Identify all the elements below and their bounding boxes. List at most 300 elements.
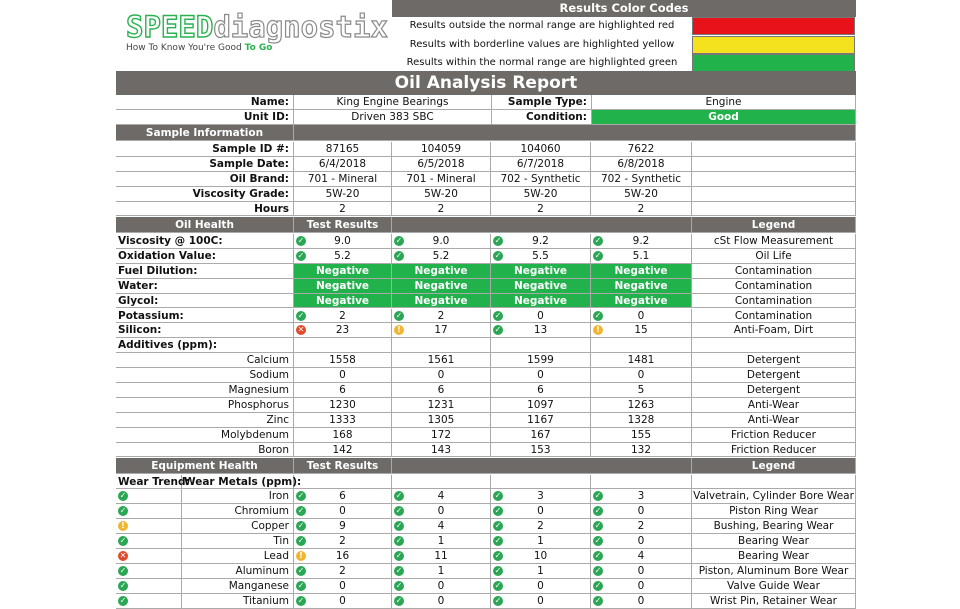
check-icon: ✓ [594, 565, 602, 575]
result-value: 5.2 [432, 249, 450, 262]
wear-metal-result [294, 534, 392, 549]
condition-value: Good [592, 110, 856, 125]
result-value: Negative [513, 279, 568, 292]
wear-metal-legend: Valvetrain, Cylinder Bore Wear [692, 489, 856, 504]
result-value: 3 [637, 490, 645, 503]
oil-legend-header: Legend [692, 217, 856, 233]
name-label: Name: [116, 95, 294, 110]
check-icon: ✓ [297, 580, 305, 590]
check-icon: ✓ [594, 536, 602, 546]
sample-info-empty [692, 142, 856, 157]
sample-info-value: 5W-20 [591, 187, 692, 202]
sample-info-value: 5W-20 [392, 187, 491, 202]
result-value: Negative [513, 264, 568, 277]
additives-label-row [116, 338, 856, 353]
wear-metal-result [392, 504, 491, 519]
oil-health-result [591, 279, 692, 294]
sample-info-value: 87165 [294, 142, 392, 157]
oil-health-result [491, 309, 591, 324]
check-icon: ✓ [395, 521, 403, 531]
wear-metal-result [392, 519, 491, 534]
result-value: 0 [637, 535, 645, 548]
result-value: 16 [335, 550, 350, 562]
additive-legend: Detergent [692, 353, 856, 368]
wear-metal-label: Lead [182, 549, 294, 564]
result-value: Negative [414, 294, 468, 307]
oil-health-row [116, 249, 856, 264]
check-icon: ✓ [594, 551, 602, 560]
result-value: 9 [339, 520, 346, 533]
wear-metal-result [591, 519, 692, 534]
report-unit-row [116, 110, 856, 125]
wear-metal-result [491, 519, 591, 534]
check-icon: ✓ [395, 565, 403, 575]
sample-info-value: 2 [491, 202, 591, 217]
sample-info-value: 104060 [491, 142, 591, 157]
oil-health-result [591, 309, 692, 324]
result-value: 0 [637, 594, 645, 607]
result-value: 0 [537, 579, 544, 592]
sample-info-value: 702 - Synthetic [491, 172, 591, 187]
result-value: Negative [315, 264, 370, 277]
oil-health-result [591, 249, 692, 264]
additive-row [116, 353, 856, 368]
condition-label: Condition: [492, 110, 592, 125]
check-icon: ✓ [494, 595, 502, 605]
additive-value: 1230 [294, 398, 392, 413]
check-icon: ✓ [494, 565, 502, 575]
sample-info-value: 2 [294, 202, 392, 217]
sample-info-value: 5W-20 [491, 187, 591, 202]
wear-metal-result [392, 549, 491, 564]
additive-value: 0 [591, 368, 692, 383]
sample-info-value: 104059 [392, 142, 491, 157]
oil-health-row [116, 279, 856, 294]
x-icon: ✕ [297, 325, 305, 335]
result-value: 2 [437, 309, 445, 322]
check-icon: ✓ [297, 236, 305, 245]
result-value: 2 [339, 535, 346, 548]
additive-value: 1481 [591, 353, 692, 368]
check-icon: ✓ [395, 595, 403, 605]
result-value: 15 [634, 324, 648, 337]
additive-row [116, 428, 856, 443]
check-icon: ✓ [395, 580, 403, 590]
report-name-row [116, 95, 856, 110]
wear-metal-label: Titanium [182, 594, 294, 609]
result-value: 5.1 [632, 249, 650, 262]
wear-metal-legend: Piston, Aluminum Bore Wear [692, 564, 856, 579]
sample-info-value: 6/8/2018 [591, 157, 692, 172]
wear-metal-legend: Bearing Wear [692, 549, 856, 564]
result-value: 2 [637, 520, 645, 533]
equipment-test-results-header: Test Results [294, 458, 392, 474]
result-value: Negative [614, 264, 668, 277]
check-icon: ✓ [297, 565, 305, 575]
additive-value: 0 [491, 368, 591, 383]
oil-health-result [491, 264, 591, 279]
result-value: 1 [537, 535, 544, 548]
sample-info-value: 6/5/2018 [392, 157, 491, 172]
result-value: 13 [533, 324, 548, 337]
wear-metal-result [392, 594, 491, 609]
additive-label: Boron [116, 443, 294, 458]
speed-diagnostix-logo [126, 12, 388, 60]
sample-info-header-row [116, 125, 856, 141]
oil-health-legend: Anti-Foam, Dirt [692, 323, 856, 338]
oil-health-result [294, 294, 392, 309]
oil-health-result [591, 294, 692, 309]
wear-metal-result [294, 594, 392, 609]
oil-health-legend: Oil Life [692, 249, 856, 264]
color-codes-title: Results Color Codes [392, 0, 856, 17]
additive-legend: Detergent [692, 368, 856, 383]
check-icon: ✓ [494, 551, 502, 560]
additive-value: 0 [392, 368, 491, 383]
wear-metal-label: Manganese [182, 579, 294, 594]
additive-value: 1305 [392, 413, 491, 428]
result-value: Negative [414, 279, 468, 292]
wear-trend-cell [116, 489, 182, 504]
oil-health-label: Water: [116, 279, 294, 294]
wear-trend-cell [116, 594, 182, 609]
result-value: 3 [537, 490, 544, 503]
sample-info-value: 2 [392, 202, 491, 217]
wear-metal-row [116, 579, 856, 594]
color-code-swatch [692, 36, 855, 54]
result-value: 6 [339, 490, 346, 503]
result-value: 5.2 [334, 249, 351, 262]
oil-health-result [294, 309, 392, 324]
wear-metal-legend: Piston Ring Wear [692, 504, 856, 519]
sample-info-row [116, 187, 856, 202]
additive-value: 155 [591, 428, 692, 443]
check-icon: ✓ [395, 236, 403, 245]
check-icon: ✓ [297, 536, 305, 546]
result-value: 9.0 [334, 235, 351, 247]
oil-health-result [392, 279, 491, 294]
result-value: 0 [339, 579, 346, 592]
wear-metal-result [392, 534, 491, 549]
result-value: Negative [614, 279, 668, 292]
color-code-row [392, 54, 856, 72]
result-value: 5.5 [532, 249, 549, 262]
color-code-swatch [692, 17, 855, 35]
result-value: 0 [637, 564, 645, 577]
sample-info-value: 2 [591, 202, 692, 217]
warning-icon: ! [118, 521, 128, 531]
oil-health-legend: Contamination [692, 279, 856, 294]
additive-value: 1599 [491, 353, 591, 368]
sample-info-value: 7622 [591, 142, 692, 157]
oil-test-results-header: Test Results [294, 217, 392, 233]
wear-metal-legend: Wrist Pin, Retainer Wear [692, 594, 856, 609]
check-icon: ✓ [395, 551, 403, 560]
result-value: 0 [339, 594, 346, 607]
additive-value: 1333 [294, 413, 392, 428]
result-value: 1 [437, 535, 445, 548]
wear-metal-result [591, 489, 692, 504]
check-icon: ✓ [594, 491, 602, 501]
check-icon: ✓ [494, 250, 502, 260]
additive-label: Molybdenum [116, 428, 294, 443]
equipment-health-header-row [116, 458, 856, 474]
wear-metal-row [116, 489, 856, 504]
check-icon: ✓ [594, 310, 602, 320]
additive-value: 1097 [491, 398, 591, 413]
oil-health-result [392, 249, 491, 264]
oil-health-legend: Contamination [692, 264, 856, 279]
sample-info-header-fill [294, 125, 856, 141]
result-value: 0 [437, 505, 445, 518]
additive-value: 1328 [591, 413, 692, 428]
result-value: 17 [434, 324, 448, 337]
wear-metal-result [491, 489, 591, 504]
check-icon: ✓ [297, 310, 305, 320]
result-value: 11 [434, 550, 448, 562]
check-icon: ✓ [297, 491, 305, 501]
empty-cell [294, 475, 392, 490]
wear-trend-cell [116, 564, 182, 579]
sample-info-row [116, 157, 856, 172]
sample-info-empty [692, 202, 856, 217]
wear-trend-label: Wear Trend: [118, 475, 190, 488]
check-icon: ✓ [494, 521, 502, 531]
oil-health-result [491, 279, 591, 294]
name-value: King Engine Bearings [294, 95, 492, 110]
color-code-swatch [692, 54, 855, 72]
check-icon: ✓ [119, 595, 127, 605]
additive-legend: Friction Reducer [692, 443, 856, 458]
wear-trend-cell [116, 534, 182, 549]
empty-cell [392, 338, 491, 353]
wear-metal-result [491, 534, 591, 549]
wear-metal-row [116, 549, 856, 564]
additive-value: 153 [491, 443, 591, 458]
sample-type-label: Sample Type: [492, 95, 592, 110]
check-icon: ✓ [395, 536, 403, 546]
additive-row [116, 383, 856, 398]
oil-health-result [392, 234, 491, 249]
additive-label: Magnesium [116, 383, 294, 398]
wear-trend-cell [116, 549, 182, 564]
empty-cell [491, 338, 591, 353]
additive-legend: Friction Reducer [692, 428, 856, 443]
oil-health-result [491, 294, 591, 309]
additive-value: 6 [294, 383, 392, 398]
empty-cell [392, 475, 491, 490]
result-value: 0 [437, 579, 445, 592]
sample-info-empty [692, 172, 856, 187]
check-icon: ✓ [594, 250, 602, 260]
result-value: 0 [637, 579, 645, 592]
result-value: Negative [513, 294, 568, 307]
oil-health-row [116, 323, 856, 338]
additive-legend: Detergent [692, 383, 856, 398]
result-value: 2 [339, 564, 346, 577]
sample-info-value: 6/7/2018 [491, 157, 591, 172]
additive-value: 0 [294, 368, 392, 383]
additive-label: Phosphorus [116, 398, 294, 413]
additive-value: 1231 [392, 398, 491, 413]
check-icon: ✓ [594, 521, 602, 531]
oil-health-result [294, 279, 392, 294]
result-value: 0 [437, 594, 445, 607]
sample-info-label: Hours [116, 202, 294, 217]
oil-health-result [491, 234, 591, 249]
wear-trend-cell [116, 504, 182, 519]
additive-legend: Anti-Wear [692, 398, 856, 413]
wear-metal-legend: Bearing Wear [692, 534, 856, 549]
sample-info-label: Sample Date: [116, 157, 294, 172]
result-value: 2 [537, 520, 544, 533]
oil-health-header-row [116, 217, 856, 233]
color-code-text: Results with borderline values are highlighted yellow [409, 38, 675, 50]
wear-metal-result [591, 504, 692, 519]
additive-row [116, 413, 856, 428]
result-value: Negative [315, 279, 370, 292]
wear-metal-result [294, 549, 392, 564]
check-icon: ✓ [119, 580, 127, 590]
oil-health-result [591, 323, 692, 338]
result-value: Negative [315, 294, 370, 307]
check-icon: ✓ [494, 536, 502, 546]
wear-metal-result [591, 579, 692, 594]
check-icon: ✓ [119, 491, 127, 501]
equipment-health-header: Equipment Health [116, 458, 294, 474]
result-value: 0 [537, 309, 544, 322]
check-icon: ✓ [594, 506, 602, 516]
additive-value: 142 [294, 443, 392, 458]
oil-health-legend: cSt Flow Measurement [692, 234, 856, 249]
additive-label: Calcium [116, 353, 294, 368]
result-value: 1 [437, 564, 445, 577]
color-code-text: Results outside the normal range are highlighted red [409, 20, 675, 31]
wear-metal-row [116, 519, 856, 534]
wear-metal-result [392, 564, 491, 579]
wear-metal-result [591, 564, 692, 579]
check-icon: ✓ [119, 506, 127, 516]
additive-value: 1263 [591, 398, 692, 413]
wear-metal-result [294, 579, 392, 594]
oil-health-legend: Contamination [692, 294, 856, 309]
color-code-text: Results within the normal range are highlighted green [406, 57, 678, 68]
result-value: 2 [339, 309, 346, 322]
wear-metals-label: Wear Metals (ppm): [184, 475, 302, 488]
wear-metal-result [491, 579, 591, 594]
oil-health-result [294, 234, 392, 249]
wear-metal-legend: Valve Guide Wear [692, 579, 856, 594]
additive-row [116, 368, 856, 383]
oil-health-result [392, 323, 491, 338]
wear-metal-result [591, 594, 692, 609]
wear-metal-result [294, 504, 392, 519]
wear-metal-row [116, 504, 856, 519]
result-value: 10 [533, 550, 548, 562]
oil-health-label: Glycol: [116, 294, 294, 309]
oil-health-result [491, 249, 591, 264]
check-icon: ✓ [297, 521, 305, 531]
oil-health-row [116, 234, 856, 249]
additive-value: 1558 [294, 353, 392, 368]
additive-value: 132 [591, 443, 692, 458]
wear-metal-result [491, 564, 591, 579]
result-value: 23 [335, 324, 350, 337]
wear-metal-result [392, 489, 491, 504]
wear-metal-label: Copper [182, 519, 294, 534]
x-icon: ✕ [119, 551, 127, 560]
wear-metal-result [294, 519, 392, 534]
check-icon: ✓ [494, 325, 502, 335]
result-value: 0 [637, 309, 645, 322]
oil-health-header: Oil Health [116, 217, 294, 233]
wear-metal-result [491, 549, 591, 564]
sample-info-label: Viscosity Grade: [116, 187, 294, 202]
oil-health-legend: Contamination [692, 309, 856, 324]
sample-info-header: Sample Information [116, 125, 294, 141]
oil-health-result [491, 323, 591, 338]
additive-value: 6 [491, 383, 591, 398]
oil-health-row [116, 264, 856, 279]
equipment-results-header-fill [392, 458, 692, 474]
additive-value: 5 [591, 383, 692, 398]
check-icon: ✓ [297, 250, 305, 260]
result-value: 4 [437, 490, 445, 503]
wear-metal-label: Aluminum [182, 564, 294, 579]
wear-metal-result [491, 594, 591, 609]
warning-icon: ! [394, 325, 404, 335]
check-icon: ✓ [494, 506, 502, 516]
check-icon: ✓ [594, 236, 602, 245]
result-value: 9.2 [532, 235, 549, 247]
empty-cell [491, 475, 591, 490]
sample-info-empty [692, 157, 856, 172]
additive-value: 1167 [491, 413, 591, 428]
wear-labels-row [116, 475, 856, 490]
logo-tagline: How To Know You're Good To Go [126, 43, 273, 53]
empty-cell [294, 338, 392, 353]
oil-health-label: Viscosity @ 100C: [116, 234, 294, 249]
result-value: Negative [414, 264, 468, 277]
check-icon: ✓ [494, 491, 502, 501]
sample-info-label: Sample ID #: [116, 142, 294, 157]
sample-info-empty [692, 187, 856, 202]
check-icon: ✓ [494, 236, 502, 245]
wear-metal-label: Tin [182, 534, 294, 549]
sample-info-value: 701 - Mineral [392, 172, 491, 187]
wear-metal-row [116, 534, 856, 549]
wear-metal-result [591, 549, 692, 564]
additive-value: 172 [392, 428, 491, 443]
check-icon: ✓ [594, 580, 602, 590]
oil-health-result [294, 323, 392, 338]
wear-metal-row [116, 594, 856, 609]
result-value: 0 [537, 594, 544, 607]
sample-info-value: 701 - Mineral [294, 172, 392, 187]
warning-icon: ! [296, 551, 306, 561]
check-icon: ✓ [594, 595, 602, 605]
sample-info-value: 5W-20 [294, 187, 392, 202]
additive-row [116, 398, 856, 413]
check-icon: ✓ [395, 250, 403, 260]
additive-legend: Anti-Wear [692, 413, 856, 428]
additive-value: 168 [294, 428, 392, 443]
additive-label: Zinc [116, 413, 294, 428]
wear-metal-label: Chromium [182, 504, 294, 519]
result-value: Negative [614, 294, 668, 307]
check-icon: ✓ [119, 565, 127, 575]
check-icon: ✓ [494, 310, 502, 320]
